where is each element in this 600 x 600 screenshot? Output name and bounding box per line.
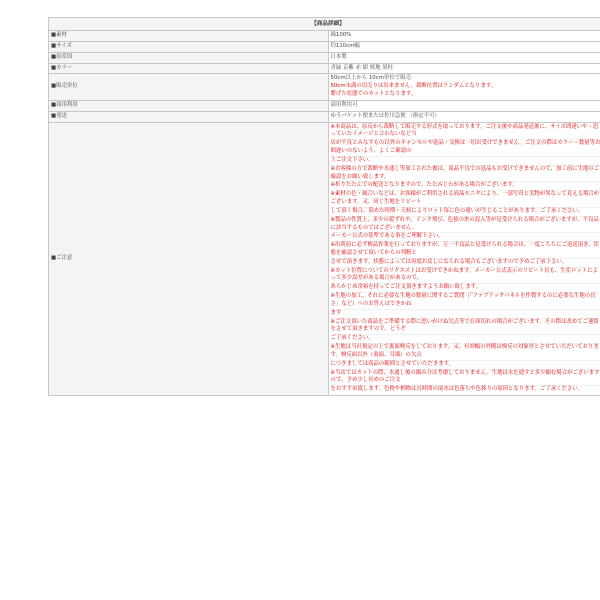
- note-line: ※素材の色・風合いなどは、お客様がご利用される液晶モニタにより、一部写真と実物が異なって見える場合がございます。又、同じ生地をリピート: [331, 191, 600, 208]
- spec-label: ■商用利用: [49, 100, 329, 111]
- spec-row-shipping: [49, 111, 600, 122]
- spec-label: ■素材: [49, 31, 329, 42]
- sales-unit-warning: 50cm未満の切売りは出来ません。裁断位置はランダムとなります。: [330, 83, 497, 90]
- sales-unit-warning: 繋げた状態でのカットとなります。: [330, 91, 417, 98]
- spec-label: ■カラー: [49, 63, 329, 74]
- spec-row-commercial-use: [49, 100, 600, 111]
- spec-row-size: [49, 41, 600, 52]
- spec-value: 青緑 京紫 赤 紺 桜地 黒柱: [328, 63, 600, 74]
- spec-value: 50cm以上から 10cm単位で販売: [330, 75, 411, 82]
- spec-row-origin: [49, 52, 600, 63]
- spec-label: ■販売単位: [49, 74, 329, 100]
- note-line: 店が不良とみなすもの以外のキャンセルや返品・交換は一切お受けできません。ご注文の際はカラー・数量等お間違いのないよう、よくご確認の: [331, 140, 600, 157]
- spec-row-material: [49, 31, 600, 42]
- note-line: させて頂きます。状態によっては再度お戻しになられる場合もございますので予めご了承下さい。: [331, 259, 600, 268]
- spec-row-color: [49, 63, 600, 74]
- note-line: ※本商品は、原反から裁断して販売する形式を取っております。ご注文後や商品発送後に、サイズ間違いや・思っていたイメージと合わないなど当: [331, 124, 600, 141]
- note-line: ※製品の性質上、多少の裂ずれや、インク飛び、色抜の糸の混入等が見受けられる場合がございますが、不良品に該当するものではございません。: [331, 217, 600, 234]
- spec-label: ■発送: [49, 111, 329, 122]
- spec-label: ■サイズ: [49, 41, 329, 52]
- notes-cell: [328, 122, 600, 396]
- spec-value: 約110cm幅: [328, 41, 600, 52]
- note-line: ※当店ではカットの際、水通し後の縮み分は考慮しておりません。生地は水を通すと多少縮む場合がございますので、予め少し長めのご注文: [331, 370, 600, 387]
- note-line: ※お客様の方で裁断や水通し等加工された後は、商品不良での返品もお受けできませんので、加工前に生地のご確認をお願い致します。: [331, 166, 600, 183]
- note-line: して頂く場合、染めた時期・天候によりロット毎に色の違いが生じることがあります。ご了承ください。: [331, 208, 600, 217]
- note-line: ます: [331, 310, 600, 319]
- note-line: メーカー公式の基準である事をご理解下さい。: [331, 233, 600, 242]
- note-line: ※ご注文頂いた商品をご準備する際に思いがけぬ欠点等で在庫切れの場合がございます。その際は改めてご連絡をさせて頂きますので、どうぞ: [331, 319, 600, 336]
- note-line: ※カット位置についてのリクエストはお受けできかねます。メーカー公式表示のリピート長も、生産ロットによって多少誤差がある場合があるので、: [331, 268, 600, 285]
- spec-row-sales-unit: [49, 74, 600, 100]
- spec-value: 日本製: [328, 52, 600, 63]
- note-line: ※生地の加工、それに必要な生地の数量に関するご質問（「ファブリックパネルを作製するのに必要な生地の長さ」など）へのお答えはできかね: [331, 293, 600, 310]
- spec-label: ■原産国: [49, 52, 329, 63]
- spec-value: 綿100%: [328, 31, 600, 42]
- note-line: をおすすめ致します。色物や柄物は長時間の湿水は色落ちや色移りの原因となります。ご了承ください。: [330, 386, 584, 393]
- spec-value: ゆうパケット便または佐川急便 （指定不可）: [328, 111, 600, 122]
- note-line: 上ご注文下さい。: [331, 157, 600, 166]
- note-line: ※生地は当社規定の上で裏面検反をしております。又、有効幅の外側は検反の対象外とさせていただいております。検反面以外（裏面、耳端）の欠点: [331, 344, 600, 361]
- note-line: ※折りたたんでの配送となりますので、たたみじわがある場合がございます。: [331, 182, 600, 191]
- spec-value: 商用利用可: [328, 100, 600, 111]
- spec-row-notes: [49, 122, 600, 396]
- product-detail-table: [48, 17, 600, 396]
- spec-value-cell: [328, 74, 600, 100]
- spec-label: ■ご注意: [49, 122, 329, 396]
- note-line: あらかじめ余裕を持ってご注文頂きますようお願い致します。: [331, 284, 600, 293]
- note-line: ※出荷前に必ず検品作業を行っておりますが、万一不良品と見受けられる場合は、一度こちらにご返送頂き、状態を確認させて頂いてからの判断と: [331, 242, 600, 259]
- title-row: [49, 18, 600, 31]
- note-line: につきましては商品の範囲とさせていただきます。: [331, 361, 600, 370]
- table-title: 【商品詳細】: [49, 18, 600, 31]
- note-line: ご了承ください。: [331, 335, 600, 344]
